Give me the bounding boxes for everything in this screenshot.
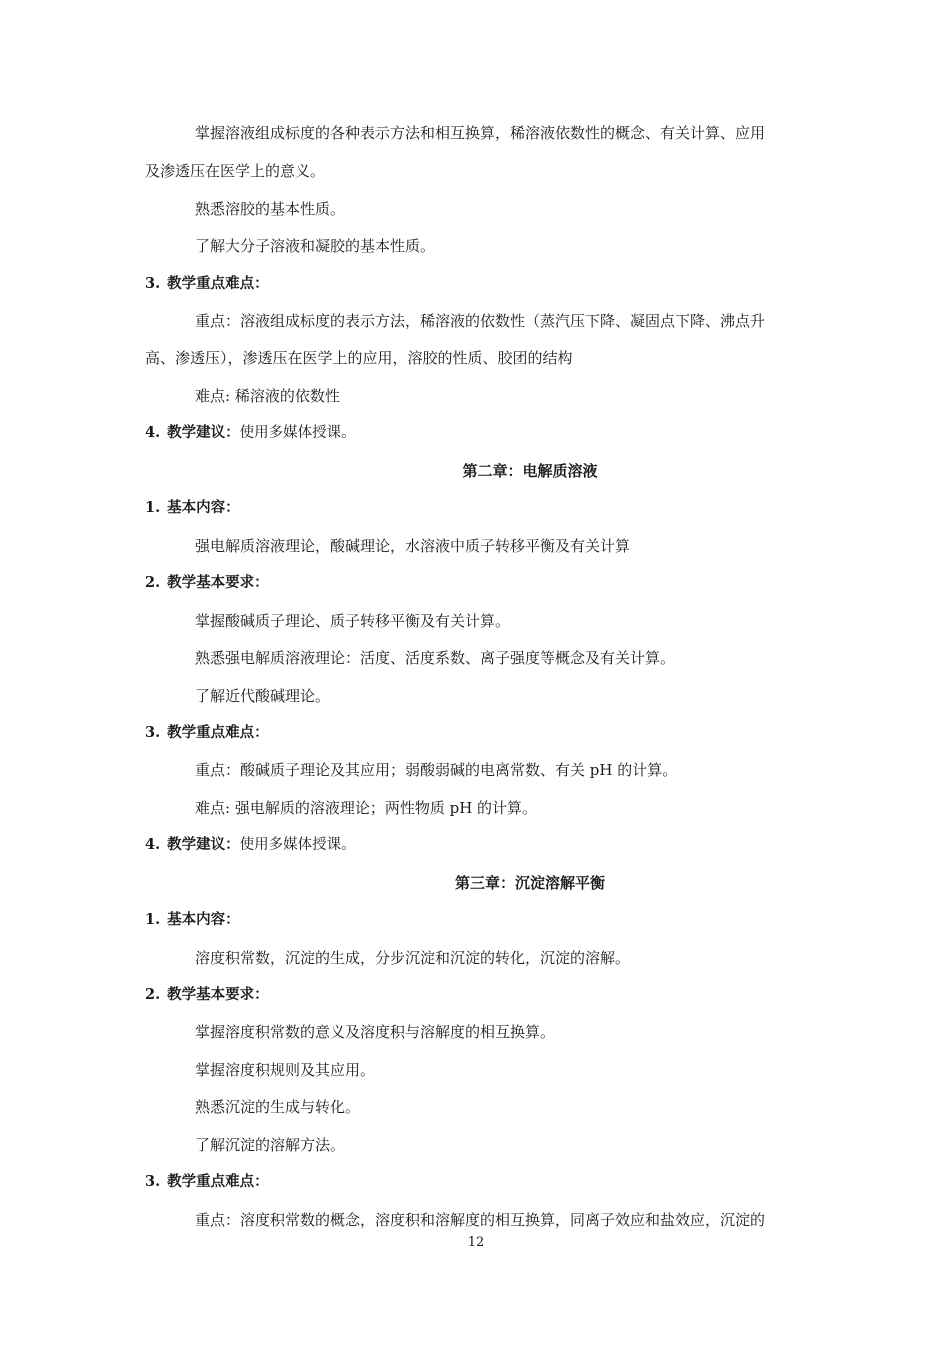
section-title: 教学基本要求： bbox=[167, 987, 269, 1003]
section-number: 3. bbox=[145, 1173, 161, 1190]
section-heading bbox=[145, 910, 240, 930]
section-number: 2. bbox=[145, 574, 161, 591]
paragraph-line: 高、渗透压），渗透压在医学上的应用，溶胶的性质、胶团的结构 bbox=[145, 349, 573, 367]
paragraph-line: 掌握酸碱质子理论、质子转移平衡及有关计算。 bbox=[195, 612, 511, 630]
paragraph-line: 强电解质溶液理论，酸碱理论，水溶液中质子转移平衡及有关计算 bbox=[195, 537, 631, 555]
section-title: 教学建议： bbox=[167, 837, 240, 853]
paragraph-line: 难点: 强电解质的溶液理论；两性物质 pH 的计算。 bbox=[195, 799, 538, 817]
paragraph-line: 溶度积常数，沉淀的生成，分步沉淀和沉淀的转化，沉淀的溶解。 bbox=[195, 949, 631, 967]
paragraph-line: 及渗透压在医学上的意义。 bbox=[145, 162, 326, 180]
section-number: 4. bbox=[145, 836, 161, 853]
paragraph-line: 重点：溶液组成标度的表示方法，稀溶液的依数性（蒸汽压下降、凝固点下降、沸点升 bbox=[195, 312, 766, 330]
section-title: 教学重点难点： bbox=[167, 276, 269, 292]
section-text: 使用多媒体授课。 bbox=[239, 425, 356, 441]
section-number: 4. bbox=[145, 424, 161, 441]
section-heading bbox=[145, 498, 240, 518]
section-heading bbox=[145, 423, 356, 443]
section-text: 使用多媒体授课。 bbox=[239, 837, 356, 853]
section-number: 3. bbox=[145, 275, 161, 292]
section-title: 教学建议： bbox=[167, 425, 240, 441]
section-title: 教学重点难点： bbox=[167, 1174, 269, 1190]
section-title: 教学重点难点： bbox=[167, 725, 269, 741]
paragraph-line: 熟悉沉淀的生成与转化。 bbox=[195, 1098, 361, 1116]
chapter-title: 第三章：沉淀溶解平衡 bbox=[454, 874, 605, 892]
paragraph-line: 了解沉淀的溶解方法。 bbox=[195, 1136, 346, 1154]
section-number: 1. bbox=[145, 499, 161, 516]
paragraph-line: 掌握溶液组成标度的各种表示方法和相互换算，稀溶液依数性的概念、有关计算、应用 bbox=[195, 124, 766, 142]
section-heading bbox=[145, 274, 269, 294]
section-heading bbox=[145, 573, 269, 593]
section-title: 基本内容： bbox=[167, 912, 240, 928]
paragraph-line: 掌握溶度积规则及其应用。 bbox=[195, 1061, 376, 1079]
paragraph-line: 重点：溶度积常数的概念，溶度积和溶解度的相互换算，同离子效应和盐效应，沉淀的 bbox=[195, 1211, 766, 1229]
paragraph-line: 了解近代酸碱理论。 bbox=[195, 687, 331, 705]
section-title: 教学基本要求： bbox=[167, 575, 269, 591]
section-number: 1. bbox=[145, 911, 161, 928]
section-heading bbox=[145, 723, 269, 743]
paragraph-line: 熟悉强电解质溶液理论：活度、活度系数、离子强度等概念及有关计算。 bbox=[195, 649, 676, 667]
paragraph-line: 了解大分子溶液和凝胶的基本性质。 bbox=[195, 237, 436, 255]
section-number: 3. bbox=[145, 724, 161, 741]
chapter-title: 第二章：电解质溶液 bbox=[462, 462, 598, 480]
paragraph-line: 掌握溶度积常数的意义及溶度积与溶解度的相互换算。 bbox=[195, 1023, 556, 1041]
paragraph-line: 熟悉溶胶的基本性质。 bbox=[195, 200, 346, 218]
page-number: 12 bbox=[467, 1235, 485, 1250]
paragraph-line: 重点：酸碱质子理论及其应用；弱酸弱碱的电离常数、有关 pH 的计算。 bbox=[195, 761, 678, 779]
section-heading bbox=[145, 1172, 269, 1192]
section-title: 基本内容： bbox=[167, 500, 240, 516]
section-heading bbox=[145, 835, 356, 855]
section-heading bbox=[145, 985, 269, 1005]
paragraph-line: 难点: 稀溶液的依数性 bbox=[195, 387, 340, 405]
section-number: 2. bbox=[145, 986, 161, 1003]
